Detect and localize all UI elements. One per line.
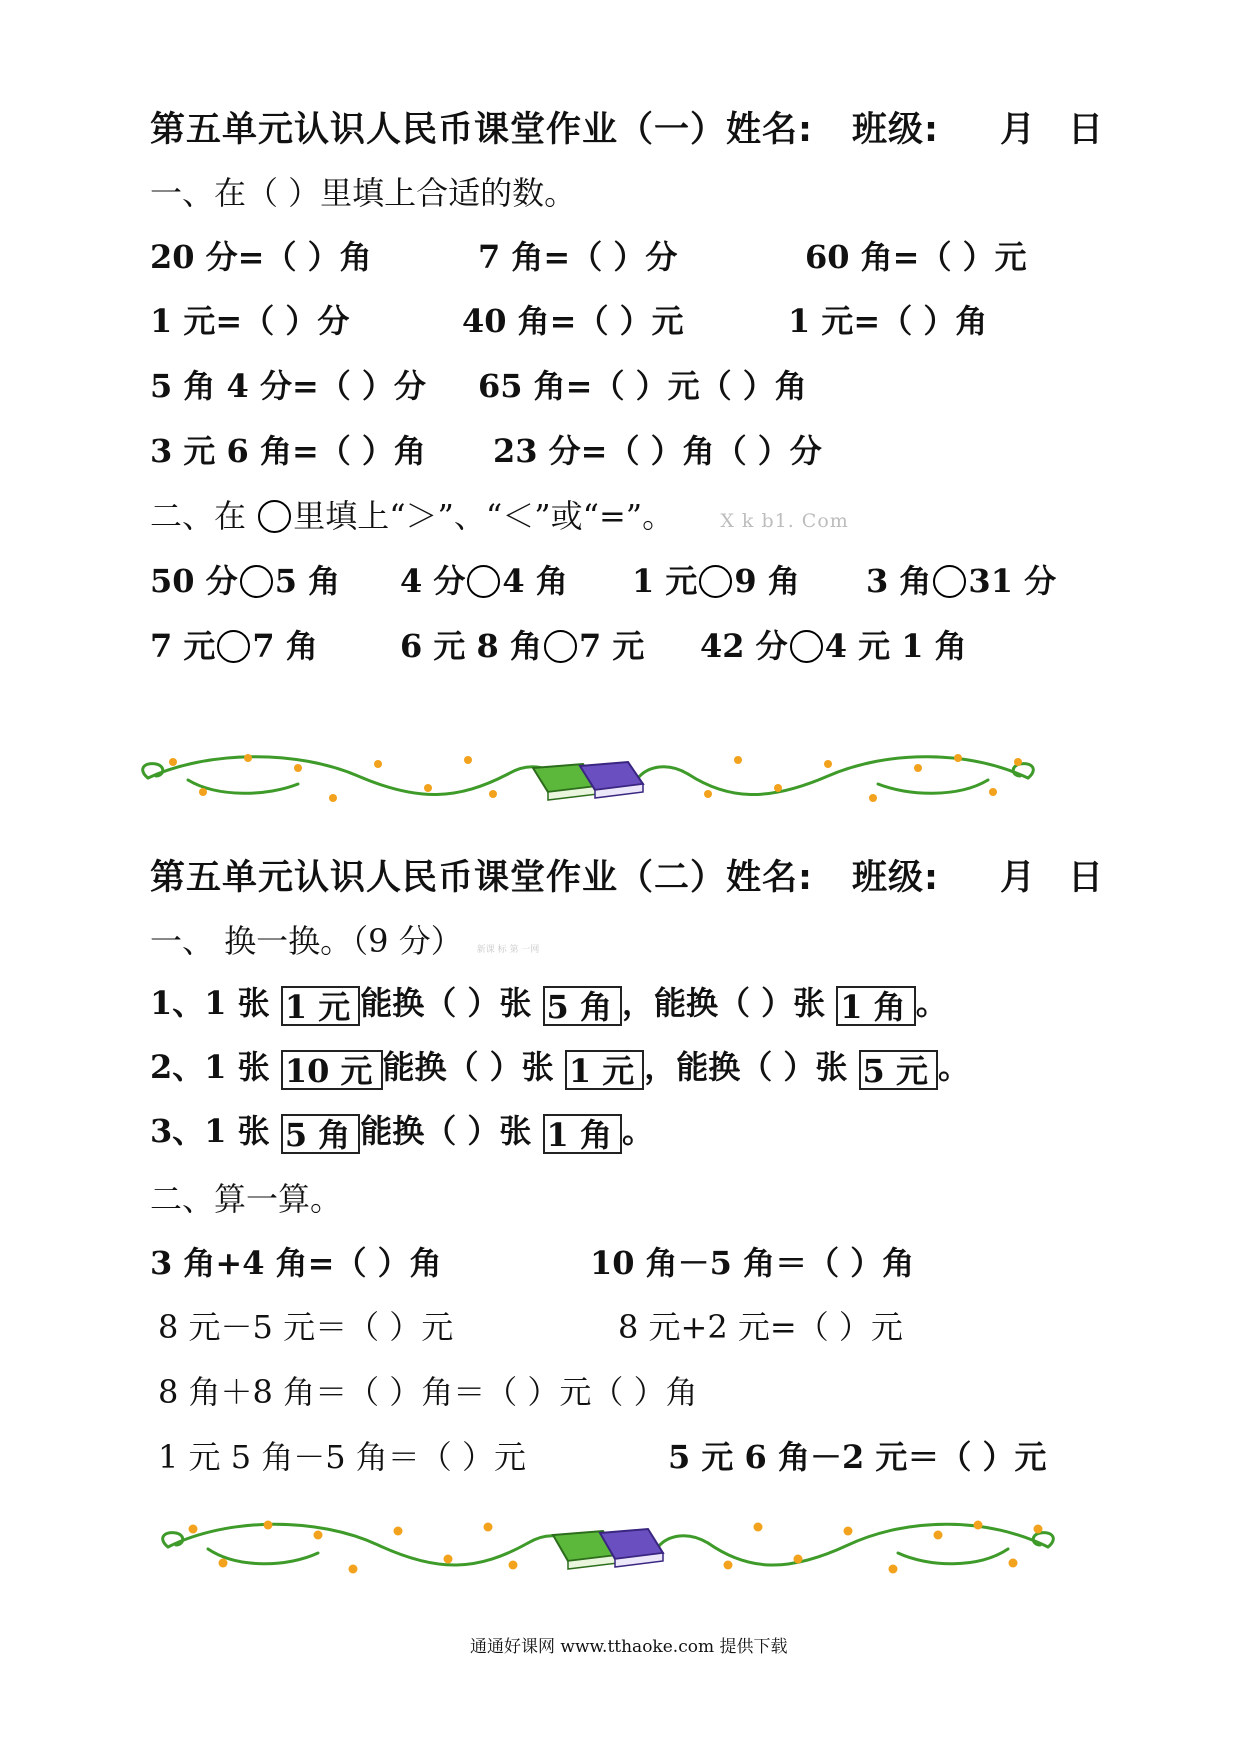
hw1-q1-item: 1 元=（ ）分 <box>150 302 350 340</box>
compare-circle[interactable] <box>699 565 732 598</box>
compare-item: 4 分 4 角 <box>400 562 568 600</box>
exchange-row: 1、1 张 1 元 能换（ ）张 5 角 ，能换（ ）张 1 角 。 <box>150 984 948 1026</box>
compare-circle[interactable] <box>217 630 250 663</box>
compare-item: 1 元 9 角 <box>632 562 800 600</box>
hw1-q2-heading: 二、在 里填上“＞”、“＜”或“=”。 X k b1. Com <box>150 497 849 535</box>
calc-item: 3 角+4 角=（ ）角 <box>150 1244 442 1282</box>
calc-item: 8 元－5 元＝（ ）元 <box>158 1308 454 1346</box>
compare-item: 6 元 8 角 7 元 <box>400 627 645 665</box>
compare-circle[interactable] <box>240 565 273 598</box>
vine-divider-icon <box>148 1505 1078 1585</box>
money-box: 5 角 <box>281 1114 360 1154</box>
hw2-month-label: 月 <box>1000 858 1037 898</box>
hw1-q1-item: 5 角 4 分=（ ）分 <box>150 367 426 405</box>
hw1-day-label: 日 <box>1068 110 1105 150</box>
compare-circle[interactable] <box>467 565 500 598</box>
hw1-month-label: 月 <box>1000 110 1037 150</box>
hw1-class-label: 班级: <box>852 110 939 150</box>
hw2-class-label: 班级: <box>852 858 939 898</box>
money-box: 1 元 <box>281 986 360 1026</box>
hw2-day-label: 日 <box>1068 858 1105 898</box>
hw2-title: 第五单元认识人民币课堂作业（二）姓名: <box>150 858 814 898</box>
compare-item: 42 分 4 元 1 角 <box>700 627 967 665</box>
money-box: 1 角 <box>836 986 915 1026</box>
money-box: 5 角 <box>543 986 622 1026</box>
compare-circle-icon <box>258 500 291 533</box>
calc-item: 5 元 6 角－2 元＝（ ）元 <box>668 1438 1047 1476</box>
hw1-q1-item: 1 元=（ ）角 <box>788 302 988 340</box>
compare-item: 3 角 31 分 <box>866 562 1057 600</box>
money-box: 1 角 <box>543 1114 622 1154</box>
hw1-q1-item: 3 元 6 角=（ ）角 <box>150 432 426 470</box>
footer-credit: 通通好课网 www.tthaoke.com 提供下载 <box>470 1637 788 1657</box>
compare-item: 7 元 7 角 <box>150 627 318 665</box>
hw1-q1-item: 40 角=（ ）元 <box>462 302 684 340</box>
compare-circle[interactable] <box>933 565 966 598</box>
hw1-name-label: 姓名: <box>726 110 814 150</box>
exchange-row: 2、1 张 10 元 能换（ ）张 1 元 ，能换（ ）张 5 元 。 <box>150 1048 970 1090</box>
hw1-q1-item: 60 角=（ ）元 <box>805 238 1027 276</box>
calc-item: 10 角－5 角＝（ ）角 <box>590 1244 915 1282</box>
compare-circle[interactable] <box>790 630 823 663</box>
hw2-q1-heading: 一、 换一换。（9 分） 新课 标 第 一网 <box>150 922 540 960</box>
watermark: X k b1. Com <box>720 510 849 532</box>
exchange-row: 3、1 张 5 角 能换（ ）张 1 角 。 <box>150 1112 654 1154</box>
calc-item: 8 角＋8 角＝（ ）角＝（ ）元（ ）角 <box>158 1373 698 1411</box>
hw1-q1-item: 23 分=（ ）角（ ）分 <box>493 432 822 470</box>
calc-item: 8 元+2 元=（ ）元 <box>618 1308 903 1346</box>
watermark: 新课 标 第 一网 <box>476 945 540 955</box>
calc-item: 1 元 5 角－5 角＝（ ）元 <box>158 1438 526 1476</box>
hw1-q1-item: 65 角=（ ）元（ ）角 <box>478 367 807 405</box>
hw1-q1-item: 7 角=（ ）分 <box>478 238 678 276</box>
compare-item: 50 分 5 角 <box>150 562 341 600</box>
money-box: 10 元 <box>281 1050 383 1090</box>
hw1-title: 第五单元认识人民币课堂作业（一）姓名: <box>150 110 814 150</box>
vine-divider-icon <box>128 740 1058 810</box>
hw2-name-label: 姓名: <box>726 858 814 898</box>
compare-circle[interactable] <box>544 630 577 663</box>
hw2-q2-heading: 二、算一算。 <box>150 1180 343 1218</box>
hw1-q1-item: 20 分=（ ）角 <box>150 238 372 276</box>
money-box: 1 元 <box>565 1050 644 1090</box>
money-box: 5 元 <box>859 1050 938 1090</box>
hw1-q1-heading: 一、在（ ）里填上合适的数。 <box>150 174 577 212</box>
